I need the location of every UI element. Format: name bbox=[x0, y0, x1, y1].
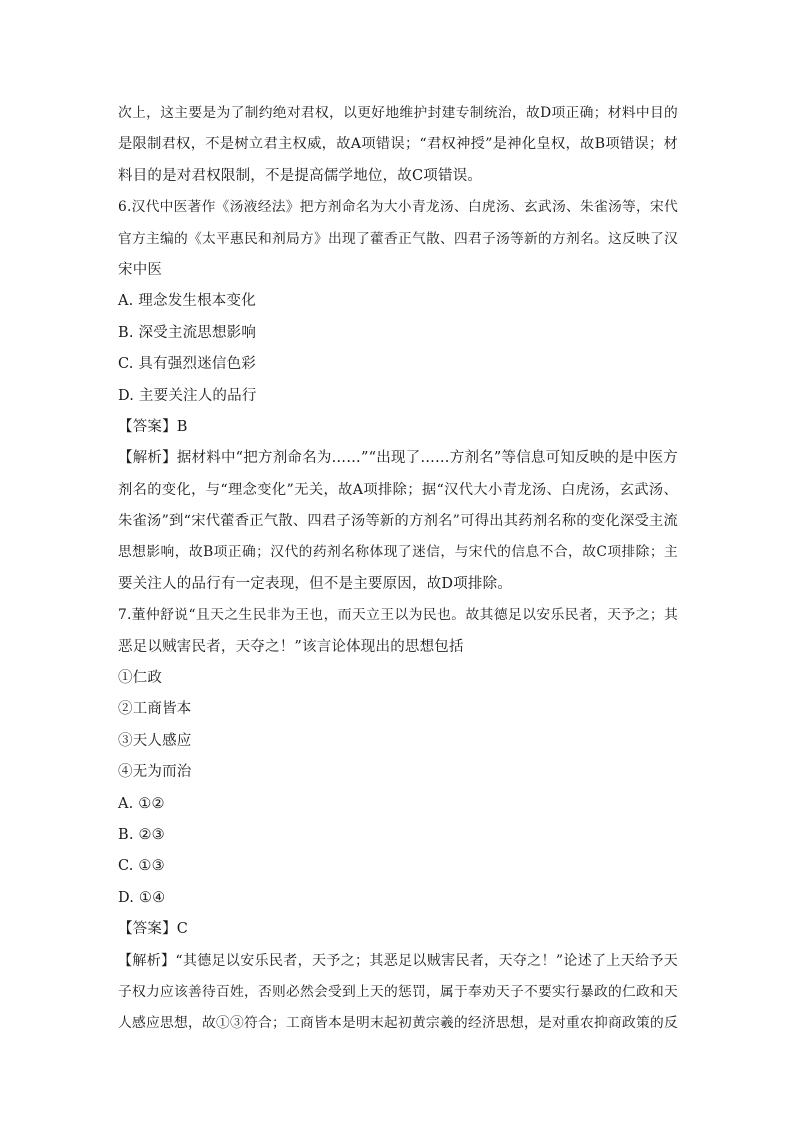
option-d: D. 主要关注人的品行 bbox=[118, 387, 257, 404]
answer-label: 【答案】B bbox=[118, 418, 188, 435]
option-c: C. 具有强烈迷信色彩 bbox=[118, 356, 256, 373]
option-b: B. 深受主流思想影响 bbox=[118, 324, 257, 341]
answer-label: 【答案】C bbox=[118, 921, 189, 938]
statement-4: ④无为而治 bbox=[118, 764, 192, 781]
text-line: 次上，这主要是为了制约绝对君权，以更好地维护封建专制统治，故D项正确；材料中目的 bbox=[118, 105, 678, 121]
explanation-line: 剂名的变化，与“理念变化”无关，故A项排除；据“汉代大小青龙汤、白虎汤，玄武汤、 bbox=[118, 481, 678, 498]
explanation-line: 【解析】“其德足以安乐民者，天予之；其恶足以贼害民者，天夺之！”论述了上天给予天 bbox=[118, 952, 678, 969]
question-7-stem: 恶足以贼害民者，天夺之！”该言论体现出的思想包括 bbox=[118, 638, 464, 655]
question-6-stem: 6.汉代中医著作《汤液经法》把方剂命名为大小青龙汤、白虎汤、玄武汤、朱雀汤等，宋代 bbox=[118, 199, 678, 216]
explanation-line: 要关注人的品行有一定表现，但不是主要原因，故D项排除。 bbox=[118, 575, 513, 592]
explanation-line: 子权力应该善待百姓，否则必然会受到上天的惩罚，属于奉劝天子不要实行暴政的仁政和天 bbox=[118, 983, 678, 1000]
option-a: A. 理念发生根本变化 bbox=[118, 293, 256, 310]
question-7-stem: 7.董仲舒说“且天之生民非为王也，而天立王以为民也。故其德足以安乐民者，天予之；其 bbox=[118, 607, 678, 624]
question-6-stem: 官方主编的《太平惠民和剂局方》出现了藿香正气散、四君子汤等新的方剂名。这反映了汉 bbox=[118, 230, 678, 247]
explanation-line: 思想影响，故B项正确；汉代的药剂名称体现了迷信，与宋代的信息不合，故C项排除；主 bbox=[118, 544, 678, 561]
option-c: C. ①③ bbox=[118, 858, 165, 875]
explanation-line: 朱雀汤”到“宋代藿香正气散、四君子汤等新的方剂名”可得出其药剂名称的变化深受主流 bbox=[118, 513, 678, 530]
statement-1: ①仁政 bbox=[118, 670, 163, 687]
document-page bbox=[118, 98, 678, 1040]
option-b: B. ②③ bbox=[118, 826, 165, 843]
question-6-stem: 宋中医 bbox=[118, 261, 163, 278]
option-d: D. ①④ bbox=[118, 889, 166, 906]
text-line: 是限制君权，不是树立君主权威，故A项错误；“君权神授”是神化皇权，故B项错误；材 bbox=[118, 136, 678, 153]
option-a: A. ①② bbox=[118, 795, 165, 812]
explanation-line: 人感应思想，故①③符合；工商皆本是明末起初黄宗羲的经济思想，是对重农抑商政策的反 bbox=[118, 1015, 678, 1032]
statement-2: ②工商皆本 bbox=[118, 701, 192, 718]
statement-3: ③天人感应 bbox=[118, 732, 192, 749]
text-line: 料目的是对君权限制，不是提高儒学地位，故C项错误。 bbox=[118, 167, 483, 184]
explanation-line: 【解析】据材料中“把方剂命名为……”“出现了……方剂名”等信息可知反映的是中医方 bbox=[118, 450, 678, 467]
